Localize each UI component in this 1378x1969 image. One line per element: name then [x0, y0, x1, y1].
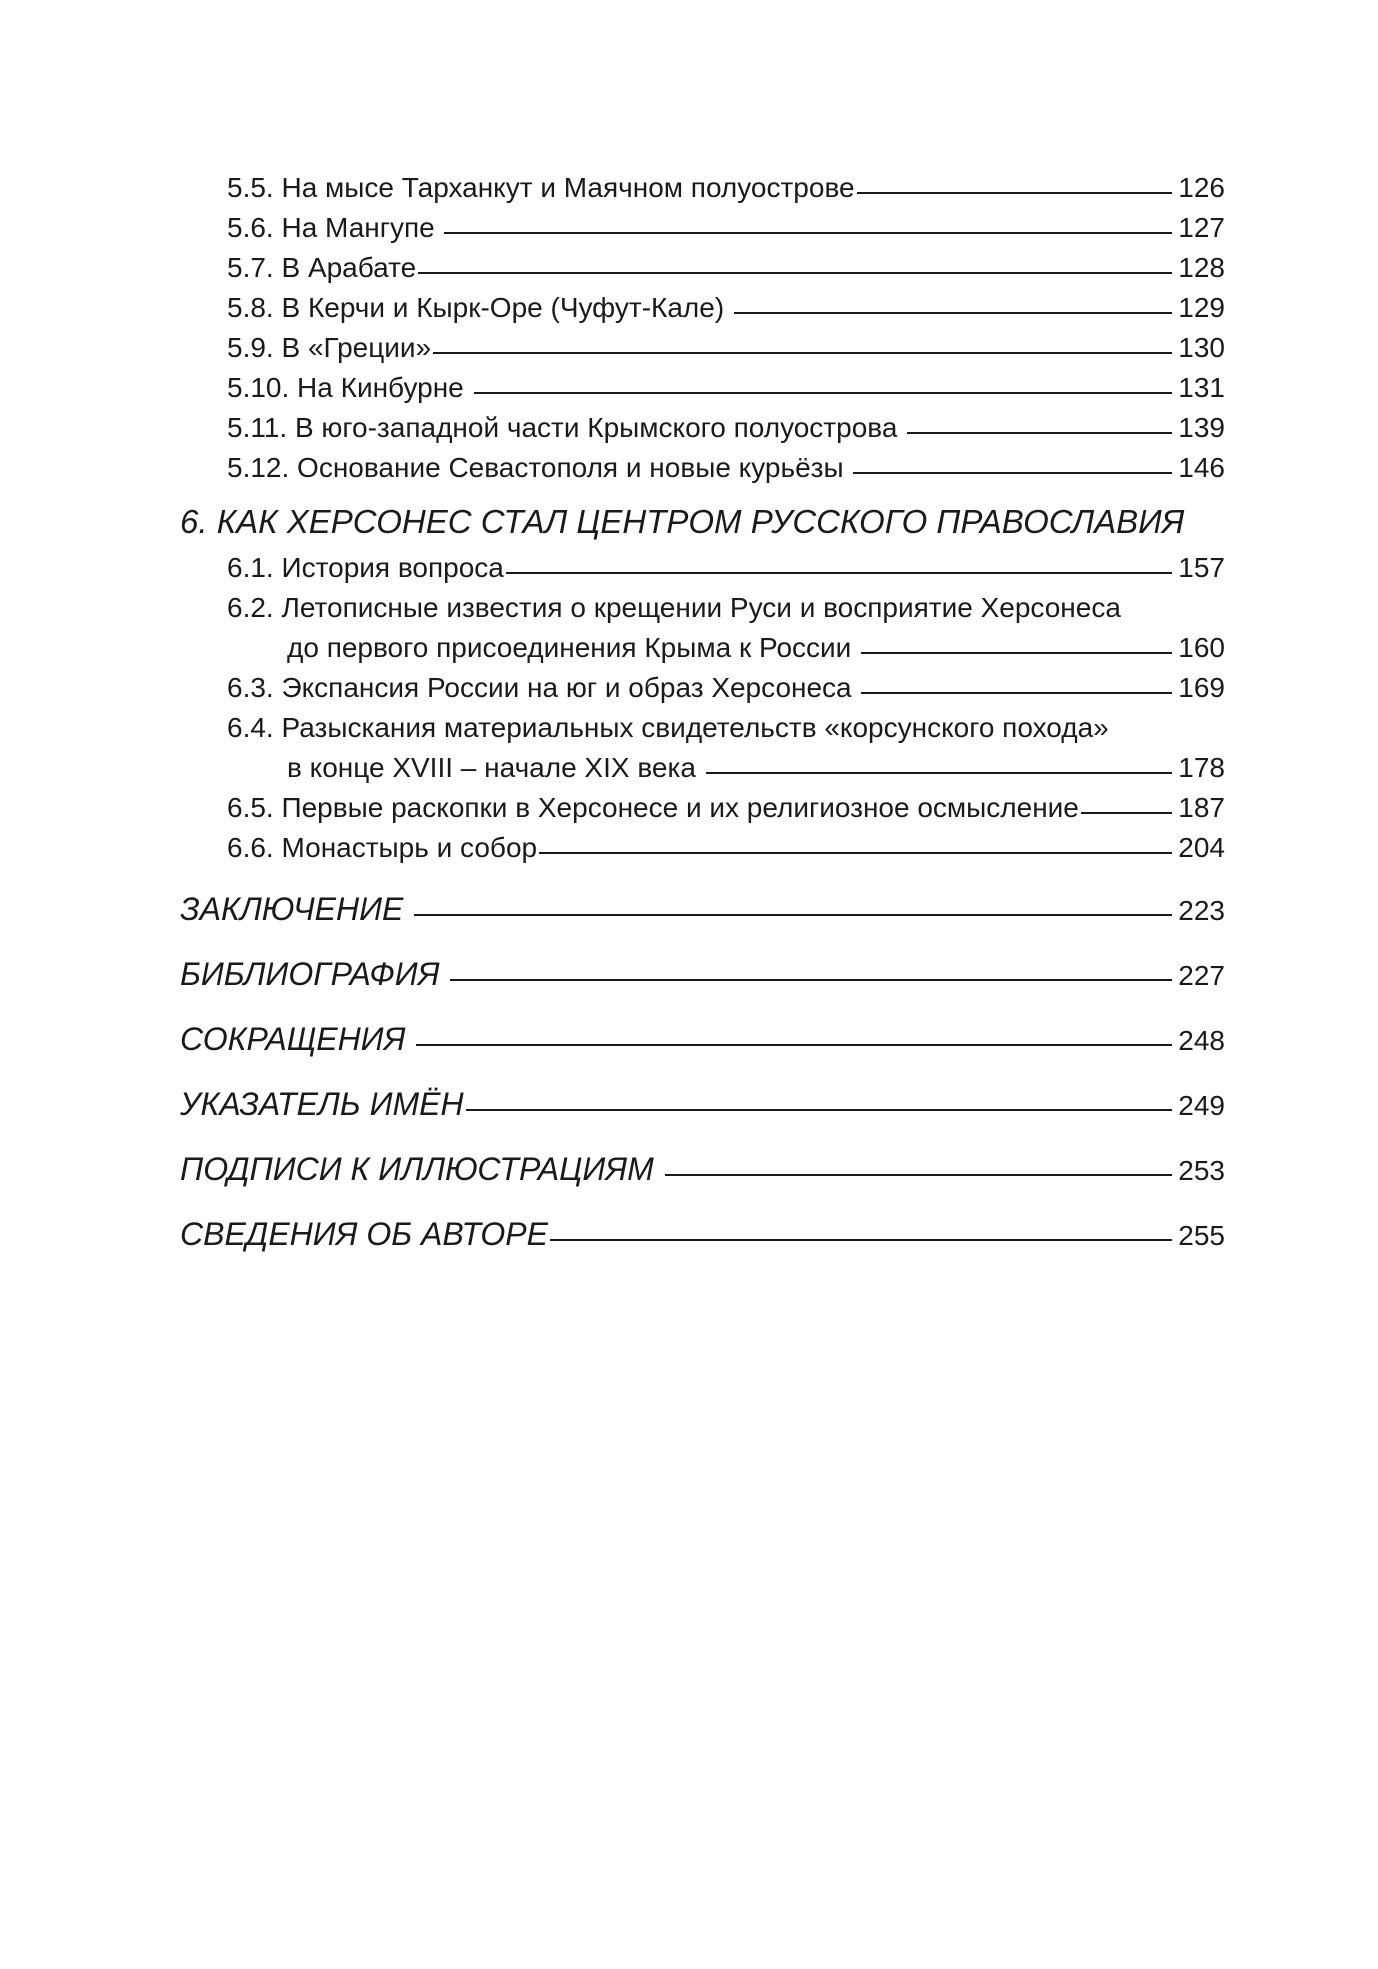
leader-line	[665, 1174, 1173, 1176]
toc-entry-5-10[interactable]	[180, 368, 1225, 408]
toc-major-label: ПОДПИСИ К ИЛЛЮСТРАЦИЯМ	[180, 1151, 663, 1187]
toc-entry-6-6[interactable]	[180, 828, 1225, 868]
leader-line	[734, 312, 1172, 314]
leader-line	[539, 852, 1172, 854]
toc-page-number: 169	[1178, 672, 1225, 703]
toc-entry-label: 5.6. На Мангупе	[227, 212, 443, 243]
toc-page-number: 157	[1178, 552, 1225, 583]
toc-page-number: 130	[1178, 332, 1225, 363]
toc-page-number: 223	[1178, 895, 1225, 926]
toc-page-number: 249	[1178, 1090, 1225, 1121]
leader-line	[550, 1239, 1172, 1241]
toc-major-about-author[interactable]	[180, 1212, 1225, 1258]
toc-page-number: 187	[1178, 792, 1225, 823]
toc-page-number: 129	[1178, 292, 1225, 323]
toc-entry-label: 5.10. На Кинбурне	[227, 372, 472, 403]
toc-entry-label: 5.7. В Арабате	[227, 252, 417, 283]
toc-entry-5-6[interactable]	[180, 208, 1225, 248]
toc-entry-label: в конце XVIII – начале XIX века	[287, 752, 704, 783]
toc-entry-5-7[interactable]	[180, 248, 1225, 288]
toc-page-number: 160	[1178, 632, 1225, 663]
toc-entry-label: 5.12. Основание Севастополя и новые курьёзы	[227, 452, 852, 483]
toc-entry-6-4[interactable]	[180, 748, 1225, 788]
toc-page-number: 126	[1178, 172, 1225, 203]
toc-entry-6-3[interactable]	[180, 668, 1225, 708]
toc-entry-5-5[interactable]	[180, 168, 1225, 208]
toc-entry-5-8[interactable]	[180, 288, 1225, 328]
toc-entry-label: 6.4. Разыскания материальных свидетельств «корсунского похода»	[227, 712, 1109, 743]
toc-entry-6-1[interactable]	[180, 548, 1225, 588]
leader-line	[861, 652, 1172, 654]
toc-entry-label: 6.3. Экспансия России на юг и образ Херсонеса	[227, 672, 860, 703]
leader-line	[506, 572, 1172, 574]
toc-entry-label: 5.8. В Керчи и Кырк-Оре (Чуфут-Кале)	[227, 292, 732, 323]
leader-line	[706, 772, 1173, 774]
toc-page-number: 253	[1178, 1155, 1225, 1186]
leader-line	[433, 352, 1172, 354]
leader-line	[466, 1109, 1173, 1111]
toc-major-name-index[interactable]	[180, 1082, 1225, 1128]
leader-line	[907, 432, 1172, 434]
leader-line	[861, 692, 1172, 694]
toc-entry-label: 6.2. Летописные известия о крещении Руси и восприятие Херсонеса	[227, 592, 1121, 623]
toc-entry-6-2[interactable]	[180, 628, 1225, 668]
leader-line	[853, 472, 1172, 474]
toc-major-label: ЗАКЛЮЧЕНИЕ	[180, 891, 413, 927]
toc-entry-6-2-line1[interactable]	[180, 588, 1225, 628]
toc-entry-label: до первого присоединения Крыма к России	[287, 632, 860, 663]
chapter-6-heading[interactable]: 6. КАК ХЕРСОНЕС СТАЛ ЦЕНТРОМ РУССКОГО ПРАВОСЛАВИЯ	[180, 503, 1185, 540]
toc-entry-5-12[interactable]	[180, 448, 1225, 488]
toc-entry-label: 6.6. Монастырь и собор	[227, 832, 538, 863]
toc-page-number: 127	[1178, 212, 1225, 243]
toc-page-number: 227	[1178, 960, 1225, 991]
toc-major-label: БИБЛИОГРАФИЯ	[180, 956, 449, 992]
toc-entry-5-9[interactable]	[180, 328, 1225, 368]
toc-page-number: 204	[1178, 832, 1225, 863]
toc-page-number: 131	[1178, 372, 1225, 403]
leader-line	[414, 914, 1172, 916]
toc-major-abbreviations[interactable]	[180, 1017, 1225, 1063]
toc-entry-label: 5.11. В юго-западной части Крымского полуострова	[227, 412, 906, 443]
toc-entry-6-4-line1[interactable]	[180, 708, 1225, 748]
toc-entry-label: 5.5. На мысе Тарханкут и Маячном полуострове	[227, 172, 855, 203]
toc-page-number: 146	[1178, 452, 1225, 483]
toc-major-captions[interactable]	[180, 1147, 1225, 1193]
toc-entry-6-5[interactable]	[180, 788, 1225, 828]
toc-entry-label: 5.9. В «Греции»	[227, 332, 432, 363]
toc-major-conclusion[interactable]	[180, 887, 1225, 933]
toc-major-label: СОКРАЩЕНИЯ	[180, 1021, 415, 1057]
leader-line	[857, 192, 1173, 194]
toc-page-number: 139	[1178, 412, 1225, 443]
leader-line	[418, 272, 1172, 274]
toc-major-bibliography[interactable]	[180, 952, 1225, 998]
toc-page-number: 128	[1178, 252, 1225, 283]
toc-entry-label: 6.5. Первые раскопки в Херсонесе и их религиозное осмысление	[227, 792, 1079, 823]
leader-line	[416, 1044, 1172, 1046]
table-of-contents	[180, 168, 1225, 1258]
leader-line	[474, 392, 1173, 394]
toc-entry-5-11[interactable]	[180, 408, 1225, 448]
toc-page-number: 178	[1178, 752, 1225, 783]
toc-major-label: СВЕДЕНИЯ ОБ АВТОРЕ	[180, 1216, 548, 1252]
toc-page-number: 248	[1178, 1025, 1225, 1056]
leader-line	[1081, 812, 1172, 814]
toc-major-label: УКАЗАТЕЛЬ ИМЁН	[180, 1086, 464, 1122]
toc-page-number: 255	[1178, 1220, 1225, 1251]
leader-line	[444, 232, 1172, 234]
leader-line	[450, 979, 1172, 981]
toc-entry-label: 6.1. История вопроса	[227, 552, 504, 583]
